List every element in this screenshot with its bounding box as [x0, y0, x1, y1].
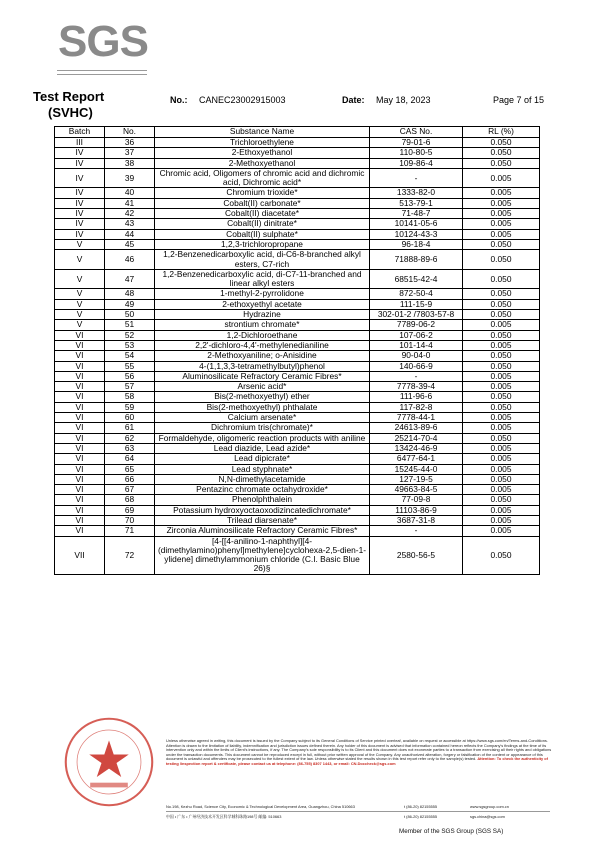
cell-rl: 0.005 — [463, 219, 540, 229]
cell-substance-name: 2-Methoxyethanol — [155, 158, 370, 168]
cell-no: 54 — [105, 351, 155, 361]
cell-substance-name: Potassium hydroxyoctaoxodizincatedichromate* — [155, 505, 370, 515]
cell-cas-no: 13424-46-9 — [370, 443, 463, 453]
authenticity-attention: Attention: To check the authenticity of testing /inspection report & certificate, please contact us at telephone: (86-755) 8307 1443, or email: CN.Doccheck@sgs.com — [166, 756, 548, 766]
cell-no: 60 — [105, 413, 155, 423]
table-row — [55, 413, 540, 423]
table-row — [55, 168, 540, 188]
cell-batch: III — [55, 138, 105, 148]
cell-no: 44 — [105, 229, 155, 239]
cell-substance-name: Cobalt(II) dinitrate* — [155, 219, 370, 229]
cell-cas-no: 302-01-2 /7803-57-8 — [370, 310, 463, 320]
cell-cas-no: 71-48-7 — [370, 209, 463, 219]
cell-rl: 0.005 — [463, 485, 540, 495]
column-header-no: No. — [105, 127, 155, 138]
column-header-rl: RL (%) — [463, 127, 540, 138]
cell-batch: IV — [55, 229, 105, 239]
cell-batch: VI — [55, 433, 105, 443]
svhc-table — [54, 126, 540, 575]
cell-cas-no: 24613-89-6 — [370, 423, 463, 433]
cell-batch: VI — [55, 351, 105, 361]
table-row — [55, 209, 540, 219]
table-row — [55, 515, 540, 525]
cell-no: 40 — [105, 188, 155, 198]
table-row — [55, 310, 540, 320]
cell-cas-no: 101-14-4 — [370, 340, 463, 350]
cell-cas-no: 15245-44-0 — [370, 464, 463, 474]
cell-cas-no: 7789-06-2 — [370, 320, 463, 330]
cell-substance-name: Zirconia Aluminosilicate Refractory Ceramic Fibres* — [155, 526, 370, 536]
cell-batch: V — [55, 310, 105, 320]
cell-substance-name: Cobalt(II) sulphate* — [155, 229, 370, 239]
cell-no: 36 — [105, 138, 155, 148]
cell-substance-name: 1-methyl-2-pyrrolidone — [155, 289, 370, 299]
cell-batch: V — [55, 239, 105, 249]
cell-cas-no: 872-50-4 — [370, 289, 463, 299]
cell-rl: 0.005 — [463, 209, 540, 219]
cell-substance-name: Bis(2-methoxyethyl) phthalate — [155, 402, 370, 412]
date-value: May 18, 2023 — [376, 95, 431, 105]
cell-no: 67 — [105, 485, 155, 495]
cell-no: 58 — [105, 392, 155, 402]
report-no-label: No.: — [170, 95, 188, 105]
table-row — [55, 148, 540, 158]
cell-rl: 0.005 — [463, 454, 540, 464]
table-row — [55, 423, 540, 433]
logo-underline-2 — [57, 74, 147, 75]
cell-batch: VI — [55, 330, 105, 340]
column-header-batch: Batch — [55, 127, 105, 138]
cell-substance-name: Pentazinc chromate octahydroxide* — [155, 485, 370, 495]
cell-batch: V — [55, 269, 105, 289]
page-number: Page 7 of 15 — [493, 95, 545, 105]
cell-rl: 0.050 — [463, 474, 540, 484]
cell-batch: VI — [55, 413, 105, 423]
cell-cas-no: 96-18-4 — [370, 239, 463, 249]
table-row — [55, 340, 540, 350]
table-row — [55, 320, 540, 330]
cell-batch: IV — [55, 198, 105, 208]
table-row — [55, 250, 540, 270]
cell-batch: VI — [55, 505, 105, 515]
cell-cas-no: 111-15-9 — [370, 299, 463, 309]
cell-batch: VI — [55, 485, 105, 495]
sgs-member-note: Member of the SGS Group (SGS SA) — [399, 828, 504, 835]
cell-substance-name: Phenolphthalein — [155, 495, 370, 505]
cell-batch: IV — [55, 219, 105, 229]
cell-no: 52 — [105, 330, 155, 340]
cell-no: 63 — [105, 443, 155, 453]
cell-batch: VI — [55, 340, 105, 350]
cell-no: 51 — [105, 320, 155, 330]
cell-batch: VI — [55, 515, 105, 525]
cell-batch: VI — [55, 361, 105, 371]
cell-cas-no: 90-04-0 — [370, 351, 463, 361]
cell-rl: 0.005 — [463, 340, 540, 350]
cell-substance-name: 2-Ethoxyethanol — [155, 148, 370, 158]
cell-rl: 0.050 — [463, 138, 540, 148]
cell-rl: 0.005 — [463, 526, 540, 536]
cell-rl: 0.005 — [463, 423, 540, 433]
cell-batch: V — [55, 299, 105, 309]
cell-cas-no: 49663-84-5 — [370, 485, 463, 495]
cell-rl: 0.050 — [463, 361, 540, 371]
cell-substance-name: Lead diazide, Lead azide* — [155, 443, 370, 453]
cell-substance-name: Chromic acid, Oligomers of chromic acid and dichromic acid, Dichromic acid* — [155, 168, 370, 188]
cell-no: 37 — [105, 148, 155, 158]
table-row — [55, 289, 540, 299]
cell-rl: 0.050 — [463, 158, 540, 168]
table-header-row — [55, 127, 540, 138]
cell-rl: 0.050 — [463, 299, 540, 309]
cell-cas-no: 77-09-8 — [370, 495, 463, 505]
cell-rl: 0.005 — [463, 505, 540, 515]
cell-cas-no: 111-96-6 — [370, 392, 463, 402]
cell-cas-no: - — [370, 168, 463, 188]
cell-substance-name: Arsenic acid* — [155, 382, 370, 392]
cell-rl: 0.005 — [463, 464, 540, 474]
table-row — [55, 229, 540, 239]
table-row — [55, 526, 540, 536]
report-no-value: CANEC23002915003 — [199, 95, 286, 105]
cell-batch: VI — [55, 474, 105, 484]
cell-batch: IV — [55, 148, 105, 158]
cell-substance-name: Hydrazine — [155, 310, 370, 320]
cell-rl: 0.050 — [463, 433, 540, 443]
cell-batch: V — [55, 320, 105, 330]
cell-rl: 0.005 — [463, 443, 540, 453]
table-row — [55, 402, 540, 412]
cell-substance-name: [4-[[4-anilino-1-naphthyl][4-(dimethylamino)phenyl]methylene]cyclohexa-2,5-dien-1-ylidene] dimethylammonium chloride (C.I. Basic Blue 26)§ — [155, 536, 370, 574]
cell-substance-name: 1,2-Benzenedicarboxylic acid, di-C6-8-branched alkyl esters, C7-rich — [155, 250, 370, 270]
cell-batch: VI — [55, 454, 105, 464]
table-row — [55, 198, 540, 208]
table-row — [55, 361, 540, 371]
cell-no: 62 — [105, 433, 155, 443]
table-row — [55, 138, 540, 148]
cell-batch: IV — [55, 209, 105, 219]
cell-batch: VI — [55, 464, 105, 474]
cell-cas-no: 71888-89-6 — [370, 250, 463, 270]
cell-no: 66 — [105, 474, 155, 484]
cell-cas-no: 25214-70-4 — [370, 433, 463, 443]
table-row — [55, 158, 540, 168]
cell-no: 70 — [105, 515, 155, 525]
cell-cas-no: 140-66-9 — [370, 361, 463, 371]
cell-rl: 0.005 — [463, 382, 540, 392]
cell-no: 55 — [105, 361, 155, 371]
table-row — [55, 188, 540, 198]
cell-no: 42 — [105, 209, 155, 219]
cell-batch: VI — [55, 443, 105, 453]
cell-batch: IV — [55, 158, 105, 168]
footer-divider — [166, 811, 550, 812]
cell-rl: 0.050 — [463, 330, 540, 340]
cell-batch: VI — [55, 402, 105, 412]
cell-rl: 0.005 — [463, 198, 540, 208]
cell-no: 59 — [105, 402, 155, 412]
cell-substance-name: N,N-dimethylacetamide — [155, 474, 370, 484]
cell-substance-name: Bis(2-methoxyethyl) ether — [155, 392, 370, 402]
cell-batch: VI — [55, 371, 105, 381]
cell-substance-name: Trilead diarsenate* — [155, 515, 370, 525]
cell-no: 68 — [105, 495, 155, 505]
table-row — [55, 330, 540, 340]
cell-cas-no: 79-01-6 — [370, 138, 463, 148]
cell-substance-name: Cobalt(II) diacetate* — [155, 209, 370, 219]
table-row — [55, 382, 540, 392]
cell-substance-name: Calcium arsenate* — [155, 413, 370, 423]
cell-rl: 0.005 — [463, 229, 540, 239]
cell-cas-no: 3687-31-8 — [370, 515, 463, 525]
cell-batch: V — [55, 250, 105, 270]
cell-batch: VI — [55, 526, 105, 536]
cell-cas-no: - — [370, 371, 463, 381]
cell-rl: 0.005 — [463, 413, 540, 423]
cell-substance-name: 1,2-Benzenedicarboxylic acid, di-C7-11-branched and linear alkyl esters — [155, 269, 370, 289]
table-row — [55, 219, 540, 229]
cell-no: 39 — [105, 168, 155, 188]
cell-substance-name: strontium chromate* — [155, 320, 370, 330]
website-link[interactable]: www.sgsgroup.com.cn — [470, 804, 509, 809]
cell-batch: VI — [55, 423, 105, 433]
table-row — [55, 464, 540, 474]
cell-no: 53 — [105, 340, 155, 350]
cell-substance-name: 2,2'-dichloro-4,4'-methylenedianiline — [155, 340, 370, 350]
cell-batch: VI — [55, 495, 105, 505]
cell-no: 45 — [105, 239, 155, 249]
cell-cas-no: 513-79-1 — [370, 198, 463, 208]
cell-cas-no: 10141-05-6 — [370, 219, 463, 229]
table-row — [55, 536, 540, 574]
address-chinese: 中国 • 广东 • 广州经济技术开发区科学城科珠路198号 邮编: 510663 — [166, 814, 282, 819]
disclaimer-text: Unless otherwise agreed in writing, this document is issued by the Company subject to its General Conditions of Service printed overleaf, available on request or accessible at https://www.sgs.com/en/Terms-and-Conditions. Attention is drawn to the limitation of liability, indemnification and jurisdiction issues defined therein. Any holder of this document is advised that information contained hereon reflects the Company's findings at the time of its intervention only and within the limits of Client's instructions, if any. The Company's sole responsibility is to its Client and this document does not exonerate parties to a transaction from exercising all their rights and obligations under the transaction documents. This document cannot be reproduced except in full, without prior written approval of the Company. Any unauthorized alteration, forgery or falsification of the content or appearance of this document is unlawful and offenders may be prosecuted to the fullest extent of the law. Unless otherwise stated the results shown in this test report refer only to the sample(s) tested. — [166, 738, 552, 762]
cell-rl: 0.050 — [463, 239, 540, 249]
cell-cas-no: 2580-56-5 — [370, 536, 463, 574]
email-link[interactable]: sgs.china@sgs.com — [470, 814, 505, 819]
cell-substance-name: Formaldehyde, oligomeric reaction products with aniline — [155, 433, 370, 443]
table-row — [55, 505, 540, 515]
cell-rl: 0.005 — [463, 320, 540, 330]
table-row — [55, 454, 540, 464]
table-row — [55, 351, 540, 361]
table-row — [55, 392, 540, 402]
cell-no: 65 — [105, 464, 155, 474]
cell-substance-name: 4-(1,1,3,3-tetramethylbutyl)phenol — [155, 361, 370, 371]
cell-rl: 0.050 — [463, 536, 540, 574]
cell-no: 46 — [105, 250, 155, 270]
cell-no: 43 — [105, 219, 155, 229]
telephone-2: t (86-20) 82155555 — [404, 814, 438, 819]
cell-cas-no: 7778-39-4 — [370, 382, 463, 392]
date-label: Date: — [342, 95, 365, 105]
cell-batch: VI — [55, 392, 105, 402]
column-header-cas: CAS No. — [370, 127, 463, 138]
cell-no: 69 — [105, 505, 155, 515]
cell-rl: 0.050 — [463, 250, 540, 270]
cell-cas-no: 10124-43-3 — [370, 229, 463, 239]
cell-batch: VI — [55, 382, 105, 392]
cell-no: 56 — [105, 371, 155, 381]
table-row — [55, 239, 540, 249]
cell-no: 41 — [105, 198, 155, 208]
cell-cas-no: 1333-82-0 — [370, 188, 463, 198]
cell-batch: IV — [55, 188, 105, 198]
cell-no: 38 — [105, 158, 155, 168]
cell-substance-name: 2-ethoxyethyl acetate — [155, 299, 370, 309]
cell-batch: IV — [55, 168, 105, 188]
cell-cas-no: 11103-86-9 — [370, 505, 463, 515]
cell-rl: 0.050 — [463, 289, 540, 299]
cell-rl: 0.005 — [463, 188, 540, 198]
cell-substance-name: 2-Methoxyaniline; o-Anisidine — [155, 351, 370, 361]
table-row — [55, 474, 540, 484]
cell-no: 64 — [105, 454, 155, 464]
cell-no: 49 — [105, 299, 155, 309]
logo-text: SGS — [58, 17, 148, 66]
cell-substance-name: Aluminosilicate Refractory Ceramic Fibres* — [155, 371, 370, 381]
cell-rl: 0.005 — [463, 371, 540, 381]
cell-no: 50 — [105, 310, 155, 320]
logo-underline — [57, 70, 147, 71]
sgs-logo — [58, 17, 148, 66]
cell-rl: 0.050 — [463, 148, 540, 158]
cell-rl: 0.050 — [463, 495, 540, 505]
cell-no: 72 — [105, 536, 155, 574]
column-header-substance: Substance Name — [155, 127, 370, 138]
report-title: Test Report — [33, 89, 105, 104]
cell-rl: 0.050 — [463, 269, 540, 289]
cell-substance-name: Lead dipicrate* — [155, 454, 370, 464]
table-row — [55, 299, 540, 309]
legal-disclaimer — [166, 739, 556, 767]
table-row — [55, 269, 540, 289]
cell-no: 71 — [105, 526, 155, 536]
cell-substance-name: Trichloroethylene — [155, 138, 370, 148]
cell-no: 57 — [105, 382, 155, 392]
cell-no: 48 — [105, 289, 155, 299]
cell-cas-no: 68515-42-4 — [370, 269, 463, 289]
cell-substance-name: Chromium trioxide* — [155, 188, 370, 198]
address-english: No.198, Kezhu Road, Science City, Economic & Technological Development Area, Guangzhou, China 510663 — [166, 804, 355, 809]
cell-batch: VII — [55, 536, 105, 574]
cell-cas-no: 107-06-2 — [370, 330, 463, 340]
cell-rl: 0.050 — [463, 392, 540, 402]
cell-rl: 0.050 — [463, 351, 540, 361]
cell-cas-no: 6477-64-1 — [370, 454, 463, 464]
cell-cas-no: 127-19-5 — [370, 474, 463, 484]
cell-substance-name: Dichromium tris(chromate)* — [155, 423, 370, 433]
telephone-1: t (86-20) 82155555 — [404, 804, 438, 809]
table-row — [55, 433, 540, 443]
cell-substance-name: Lead styphnate* — [155, 464, 370, 474]
cell-rl: 0.050 — [463, 310, 540, 320]
table-row — [55, 485, 540, 495]
cell-rl: 0.005 — [463, 168, 540, 188]
cell-substance-name: Cobalt(II) carbonate* — [155, 198, 370, 208]
cell-cas-no: - — [370, 526, 463, 536]
report-subtitle: (SVHC) — [48, 105, 93, 120]
cell-rl: 0.050 — [463, 402, 540, 412]
table-row — [55, 371, 540, 381]
cell-rl: 0.005 — [463, 515, 540, 525]
cell-cas-no: 110-80-5 — [370, 148, 463, 158]
cell-cas-no: 109-86-4 — [370, 158, 463, 168]
cell-substance-name: 1,2-Dichloroethane — [155, 330, 370, 340]
cell-no: 61 — [105, 423, 155, 433]
cell-cas-no: 7778-44-1 — [370, 413, 463, 423]
cell-substance-name: 1,2,3-trichloropropane — [155, 239, 370, 249]
inspection-seal — [62, 715, 156, 809]
cell-no: 47 — [105, 269, 155, 289]
cell-batch: V — [55, 289, 105, 299]
table-body — [55, 138, 540, 575]
table-row — [55, 495, 540, 505]
table-row — [55, 443, 540, 453]
cell-cas-no: 117-82-8 — [370, 402, 463, 412]
